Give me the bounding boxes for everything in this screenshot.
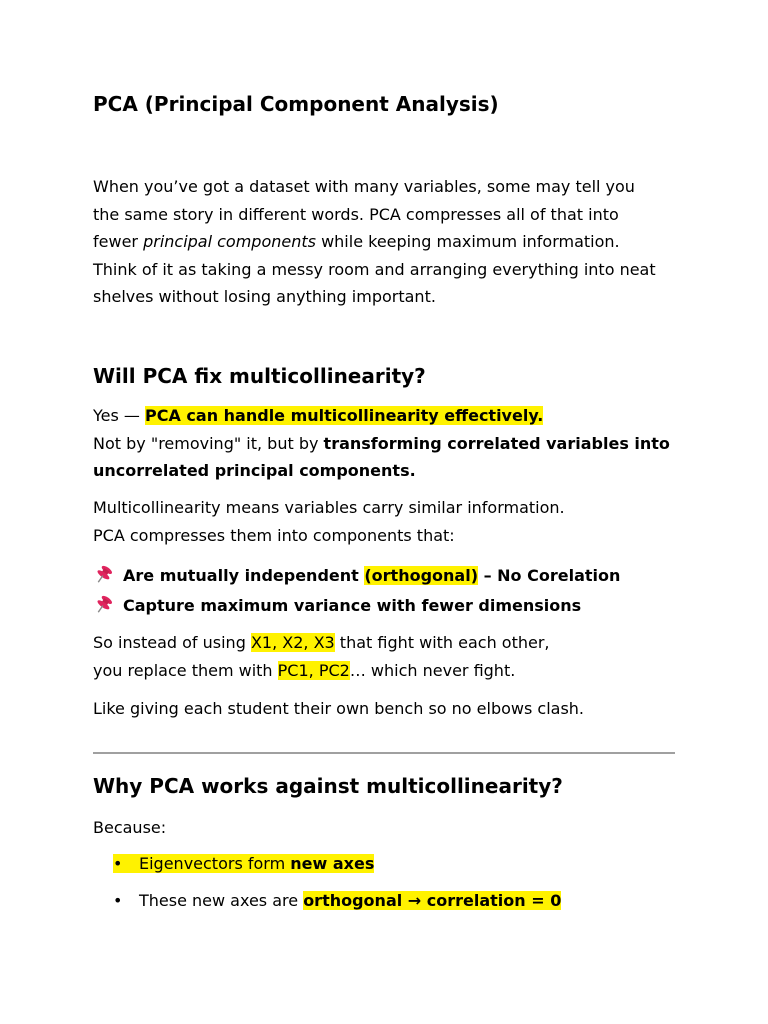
intro-line-3-emphasis: principal components	[143, 232, 316, 251]
intro-line-5: shelves without losing anything important.	[93, 287, 436, 306]
pin-1-prefix: Are mutually independent	[123, 566, 365, 585]
bullet-dot-icon: •	[113, 854, 123, 873]
page-title: PCA (Principal Component Analysis)	[93, 92, 499, 116]
yes-paragraph	[93, 402, 670, 485]
pin-1-suffix: – No Corelation	[478, 566, 621, 585]
horizontal-divider	[93, 752, 675, 754]
because-label: Because:	[93, 818, 167, 837]
notby-prefix: Not by "removing" it, but by	[93, 433, 324, 453]
yes-prefix: Yes —	[93, 406, 145, 425]
instead-paragraph	[93, 629, 550, 684]
section-heading-why-pca: Why PCA works against multicollinearity?	[93, 774, 563, 798]
bench-paragraph: Like giving each student their own bench so no elbows clash.	[93, 699, 585, 718]
pin-item-orthogonal	[93, 564, 620, 588]
so-line-1-suffix: that fight with each other,	[334, 633, 550, 652]
bullet-1-bold: new axes	[290, 854, 375, 873]
so-line-1-prefix: So instead of using	[93, 633, 251, 652]
section-heading-will-pca: Will PCA fix multicollinearity?	[93, 364, 426, 388]
multi-line-2: PCA compresses them into components that:	[93, 525, 455, 545]
bullet-1-prefix: Eigenvectors form	[139, 854, 291, 873]
intro-line-4: Think of it as taking a messy room and arranging everything into neat	[93, 259, 656, 279]
multicollinearity-paragraph	[93, 494, 565, 549]
notby-bold-2: uncorrelated principal components.	[93, 461, 416, 480]
pushpin-icon	[93, 564, 115, 584]
bullet-2-highlight: orthogonal → correlation = 0	[303, 891, 562, 910]
multi-line-1: Multicollinearity means variables carry similar information.	[93, 498, 565, 517]
bullet-item-orthogonal	[113, 889, 561, 913]
bullet-2-prefix: These new axes are	[139, 891, 304, 910]
bullet-dot-icon: •	[113, 891, 123, 910]
so-line-2-highlight: PC1, PC2	[277, 660, 350, 680]
intro-line-3-post: while keeping maximum information.	[315, 232, 620, 251]
so-line-2-prefix: you replace them with	[93, 660, 278, 680]
intro-line-3-pre: fewer	[93, 232, 144, 251]
pushpin-icon	[93, 594, 115, 614]
bullet-item-eigenvectors	[113, 852, 374, 876]
yes-highlight: PCA can handle multicollinearity effectively.	[145, 406, 544, 425]
so-line-1-highlight: X1, X2, X3	[250, 633, 335, 652]
highlighted-bullet	[113, 854, 374, 873]
notby-bold-1: transforming correlated variables into	[323, 433, 670, 453]
intro-paragraph	[93, 173, 656, 311]
intro-line-2: the same story in different words. PCA compresses all of that into	[93, 204, 619, 224]
pin-item-variance	[93, 594, 581, 618]
so-line-2-suffix: … which never fight.	[349, 660, 516, 680]
pin-2-text: Capture maximum variance with fewer dimensions	[123, 596, 582, 615]
pin-1-highlight: (orthogonal)	[364, 566, 479, 585]
intro-line-1: When you’ve got a dataset with many variables, some may tell you	[93, 177, 635, 196]
